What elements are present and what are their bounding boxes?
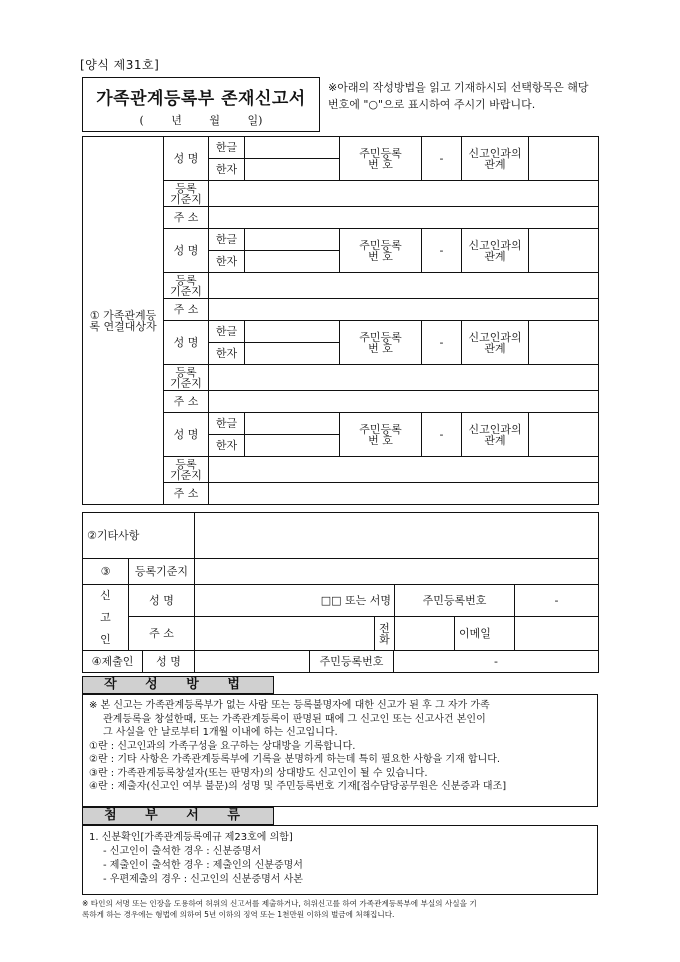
reporter-address-label: 주 소 bbox=[129, 617, 195, 651]
attachment-line: - 신고인이 출석한 경우 : 신분증명서 bbox=[103, 846, 262, 857]
relation-label-1: 신고인과의 bbox=[468, 238, 522, 252]
rrn-dash: - bbox=[439, 244, 444, 257]
section2-table bbox=[82, 512, 599, 559]
reporter-registry-label: 등록기준지 bbox=[129, 559, 195, 585]
instruction-line: 그 사실을 안 날로부터 1개월 이내에 하는 신고입니다. bbox=[103, 727, 338, 738]
rrn-label-1: 주민등록 bbox=[359, 146, 402, 160]
submitter-rrn-label: 주민등록번호 bbox=[310, 651, 394, 673]
rrn-label-2: 번 호 bbox=[368, 341, 393, 355]
registry-label bbox=[164, 365, 209, 391]
registry-label bbox=[164, 273, 209, 299]
rrn-dash: - bbox=[439, 336, 444, 349]
relation-label-1: 신고인과의 bbox=[468, 330, 522, 344]
person-rrn-field[interactable] bbox=[422, 321, 462, 365]
phone-label-2: 화 bbox=[379, 632, 390, 646]
section1-label-text: ① 가족관계등록 연결대상자 bbox=[89, 308, 157, 333]
registry-label-2: 기준지 bbox=[170, 192, 202, 206]
rrn-label-1: 주민등록 bbox=[359, 422, 402, 436]
hanja-label: 한자 bbox=[209, 343, 245, 365]
person-name-label: 성 명 bbox=[164, 413, 209, 457]
reporter-sign-field[interactable] bbox=[195, 585, 395, 617]
form-number: [양식 제31호] bbox=[80, 58, 160, 72]
registry-label-1: 등록 bbox=[175, 181, 197, 195]
relation-label-2: 관계 bbox=[484, 249, 506, 263]
rrn-label bbox=[340, 413, 422, 457]
registry-label-1: 등록 bbox=[175, 457, 197, 471]
reporter-registry-field[interactable] bbox=[195, 559, 599, 585]
instructions-heading: 작 성 방 법 bbox=[82, 676, 274, 694]
hanja-label: 한자 bbox=[209, 159, 245, 181]
notice-text: ※아래의 작성방법을 읽고 기재하시되 선택항목은 해당번호에 "○"으로 표시하여 주시기 바랍니다. bbox=[328, 81, 589, 111]
person-relation-field[interactable] bbox=[529, 321, 599, 365]
rrn-label bbox=[340, 137, 422, 181]
relation-label-2: 관계 bbox=[484, 341, 506, 355]
rrn-label bbox=[340, 229, 422, 273]
submitter-name-field[interactable] bbox=[195, 651, 310, 673]
reporter-phone-label bbox=[375, 617, 395, 651]
instructions-box bbox=[82, 694, 598, 807]
hanja-label: 한자 bbox=[209, 435, 245, 457]
person-name-hanja-field[interactable] bbox=[245, 159, 340, 181]
address-label: 주 소 bbox=[164, 299, 209, 321]
person-name-label: 성 명 bbox=[164, 137, 209, 181]
instruction-line: ④란 : 제출자(신고인 여부 불문)의 성명 및 주민등록번호 기재[접수담당공무원은 신분증과 대조] bbox=[89, 781, 507, 792]
hangul-label: 한글 bbox=[209, 229, 245, 251]
relation-label-1: 신고인과의 bbox=[468, 146, 522, 160]
instruction-line: ①란 : 신고인과의 가족구성을 요구하는 상대방을 기록합니다. bbox=[89, 740, 356, 752]
reporter-rrn-label: 주민등록번호 bbox=[395, 585, 515, 617]
person-registry-field[interactable] bbox=[209, 273, 599, 299]
relation-label bbox=[462, 321, 529, 365]
rrn-dash: - bbox=[439, 152, 444, 165]
section3-table bbox=[82, 558, 599, 651]
attachment-line: - 우편제출의 경우 : 신고인의 신분증명서 사본 bbox=[103, 874, 303, 885]
footnote-line: ※ 타인의 서명 또는 인장을 도용하여 허위의 신고서를 제출하거나, 허위신고를 하여 가족관계등록부에 부실의 사실을 기 bbox=[82, 899, 477, 908]
registry-label bbox=[164, 181, 209, 207]
rrn-label-2: 번 호 bbox=[368, 433, 393, 447]
attachments-heading: 첨 부 서 류 bbox=[82, 807, 274, 825]
registry-label bbox=[164, 457, 209, 483]
rrn-dash: - bbox=[554, 594, 559, 607]
form-title: 가족관계등록부 존재신고서 bbox=[96, 89, 306, 109]
phone-label-1: 전 bbox=[379, 621, 390, 635]
registry-label-1: 등록 bbox=[175, 365, 197, 379]
rrn-dash: - bbox=[494, 655, 498, 668]
address-label: 주 소 bbox=[164, 391, 209, 413]
registry-label-2: 기준지 bbox=[170, 468, 202, 482]
person-name-label: 성 명 bbox=[164, 321, 209, 365]
relation-label-2: 관계 bbox=[484, 157, 506, 171]
person-name-hangul-field[interactable] bbox=[245, 321, 340, 343]
section3-char-2: 고 bbox=[100, 611, 111, 624]
registry-label-1: 등록 bbox=[175, 273, 197, 287]
person-name-hangul-field[interactable] bbox=[245, 413, 340, 435]
section1-table bbox=[82, 136, 599, 505]
reporter-phone-field[interactable] bbox=[395, 617, 455, 651]
address-label: 주 소 bbox=[164, 207, 209, 229]
person-name-label: 성 명 bbox=[164, 229, 209, 273]
instruction-line: ※ 본 신고는 가족관계등록부가 없는 사람 또는 등록불명자에 대한 신고가 된 후 그 자가 가족 bbox=[89, 700, 490, 711]
person-address-field[interactable] bbox=[209, 207, 599, 229]
relation-label-1: 신고인과의 bbox=[468, 422, 522, 436]
hangul-label: 한글 bbox=[209, 321, 245, 343]
person-name-hangul-field[interactable] bbox=[245, 137, 340, 159]
section3-char-3: 인 bbox=[100, 633, 111, 646]
person-relation-field[interactable] bbox=[529, 137, 599, 181]
registry-label-2: 기준지 bbox=[170, 376, 202, 390]
other-matters-field[interactable] bbox=[195, 513, 599, 559]
person-name-hanja-field[interactable] bbox=[245, 343, 340, 365]
hangul-label: 한글 bbox=[209, 413, 245, 435]
instruction-line: ②란 : 기타 사항은 가족관계등록부에 기록을 분명하게 하는데 특히 필요한 사항을 기재 합니다. bbox=[89, 754, 501, 765]
instruction-line: ③란 : 가족관계등록창설자(또는 판명자)의 상대방도 신고인이 될 수 있습니다. bbox=[89, 767, 428, 779]
rrn-dash: - bbox=[439, 428, 444, 441]
rrn-label-2: 번 호 bbox=[368, 249, 393, 263]
section2-label: ②기타사항 bbox=[83, 513, 195, 559]
section4-label: ④제출인 bbox=[83, 651, 143, 673]
section3-number: ③ bbox=[83, 559, 129, 585]
person-registry-field[interactable] bbox=[209, 457, 599, 483]
person-relation-field[interactable] bbox=[529, 229, 599, 273]
section3-char-1: 신 bbox=[100, 589, 111, 602]
relation-label-2: 관계 bbox=[484, 433, 506, 447]
reporter-rrn-field[interactable] bbox=[515, 585, 599, 617]
person-name-hangul-field[interactable] bbox=[245, 229, 340, 251]
submitter-name-label: 성 명 bbox=[143, 651, 195, 673]
person-name-hanja-field[interactable] bbox=[245, 435, 340, 457]
person-rrn-field[interactable] bbox=[422, 229, 462, 273]
reporter-email-label: 이메일 bbox=[455, 617, 515, 651]
rrn-label-1: 주민등록 bbox=[359, 330, 402, 344]
section4-table bbox=[82, 650, 599, 673]
person-registry-field[interactable] bbox=[209, 181, 599, 207]
person-rrn-field[interactable] bbox=[422, 137, 462, 181]
person-name-hanja-field[interactable] bbox=[245, 251, 340, 273]
reporter-email-field[interactable] bbox=[515, 617, 599, 651]
rrn-label-1: 주민등록 bbox=[359, 238, 402, 252]
attachment-line: 1. 신분확인[가족관계등록예규 제23호에 의함] bbox=[89, 832, 293, 843]
reporter-name-label: 성 명 bbox=[129, 585, 195, 617]
person-registry-field[interactable] bbox=[209, 365, 599, 391]
person-address-field[interactable] bbox=[209, 299, 599, 321]
section1-label bbox=[83, 137, 164, 505]
submitter-rrn-field[interactable] bbox=[394, 651, 599, 673]
relation-label bbox=[462, 413, 529, 457]
date-line: ( 년 월 일) bbox=[139, 114, 263, 127]
instruction-line: 관계등록을 창설한때, 또는 가족관계등록이 판명된 때에 그 신고인 또는 신고사건 본인이 bbox=[103, 713, 486, 725]
attachment-line: - 제출인이 출석한 경우 : 제출인의 신분증명서 bbox=[103, 860, 303, 871]
person-rrn-field[interactable] bbox=[422, 413, 462, 457]
registry-label-2: 기준지 bbox=[170, 284, 202, 298]
hangul-label: 한글 bbox=[209, 137, 245, 159]
attachments-box bbox=[82, 825, 598, 895]
person-relation-field[interactable] bbox=[529, 413, 599, 457]
rrn-label bbox=[340, 321, 422, 365]
footnote bbox=[82, 898, 602, 920]
footnote-line: 록하게 하는 경우에는 형법에 의하여 5년 이하의 징역 또는 1천만원 이하의 벌금에 처해집니다. bbox=[82, 910, 395, 919]
relation-label bbox=[462, 137, 529, 181]
section3-label bbox=[83, 585, 129, 651]
hanja-label: 한자 bbox=[209, 251, 245, 273]
reporter-address-field[interactable] bbox=[195, 617, 375, 651]
person-address-field[interactable] bbox=[209, 391, 599, 413]
sign-label: □□ 또는 서명 bbox=[320, 594, 391, 607]
relation-label bbox=[462, 229, 529, 273]
address-label: 주 소 bbox=[164, 483, 209, 505]
title-box bbox=[82, 77, 320, 132]
rrn-label-2: 번 호 bbox=[368, 157, 393, 171]
person-address-field[interactable] bbox=[209, 483, 599, 505]
